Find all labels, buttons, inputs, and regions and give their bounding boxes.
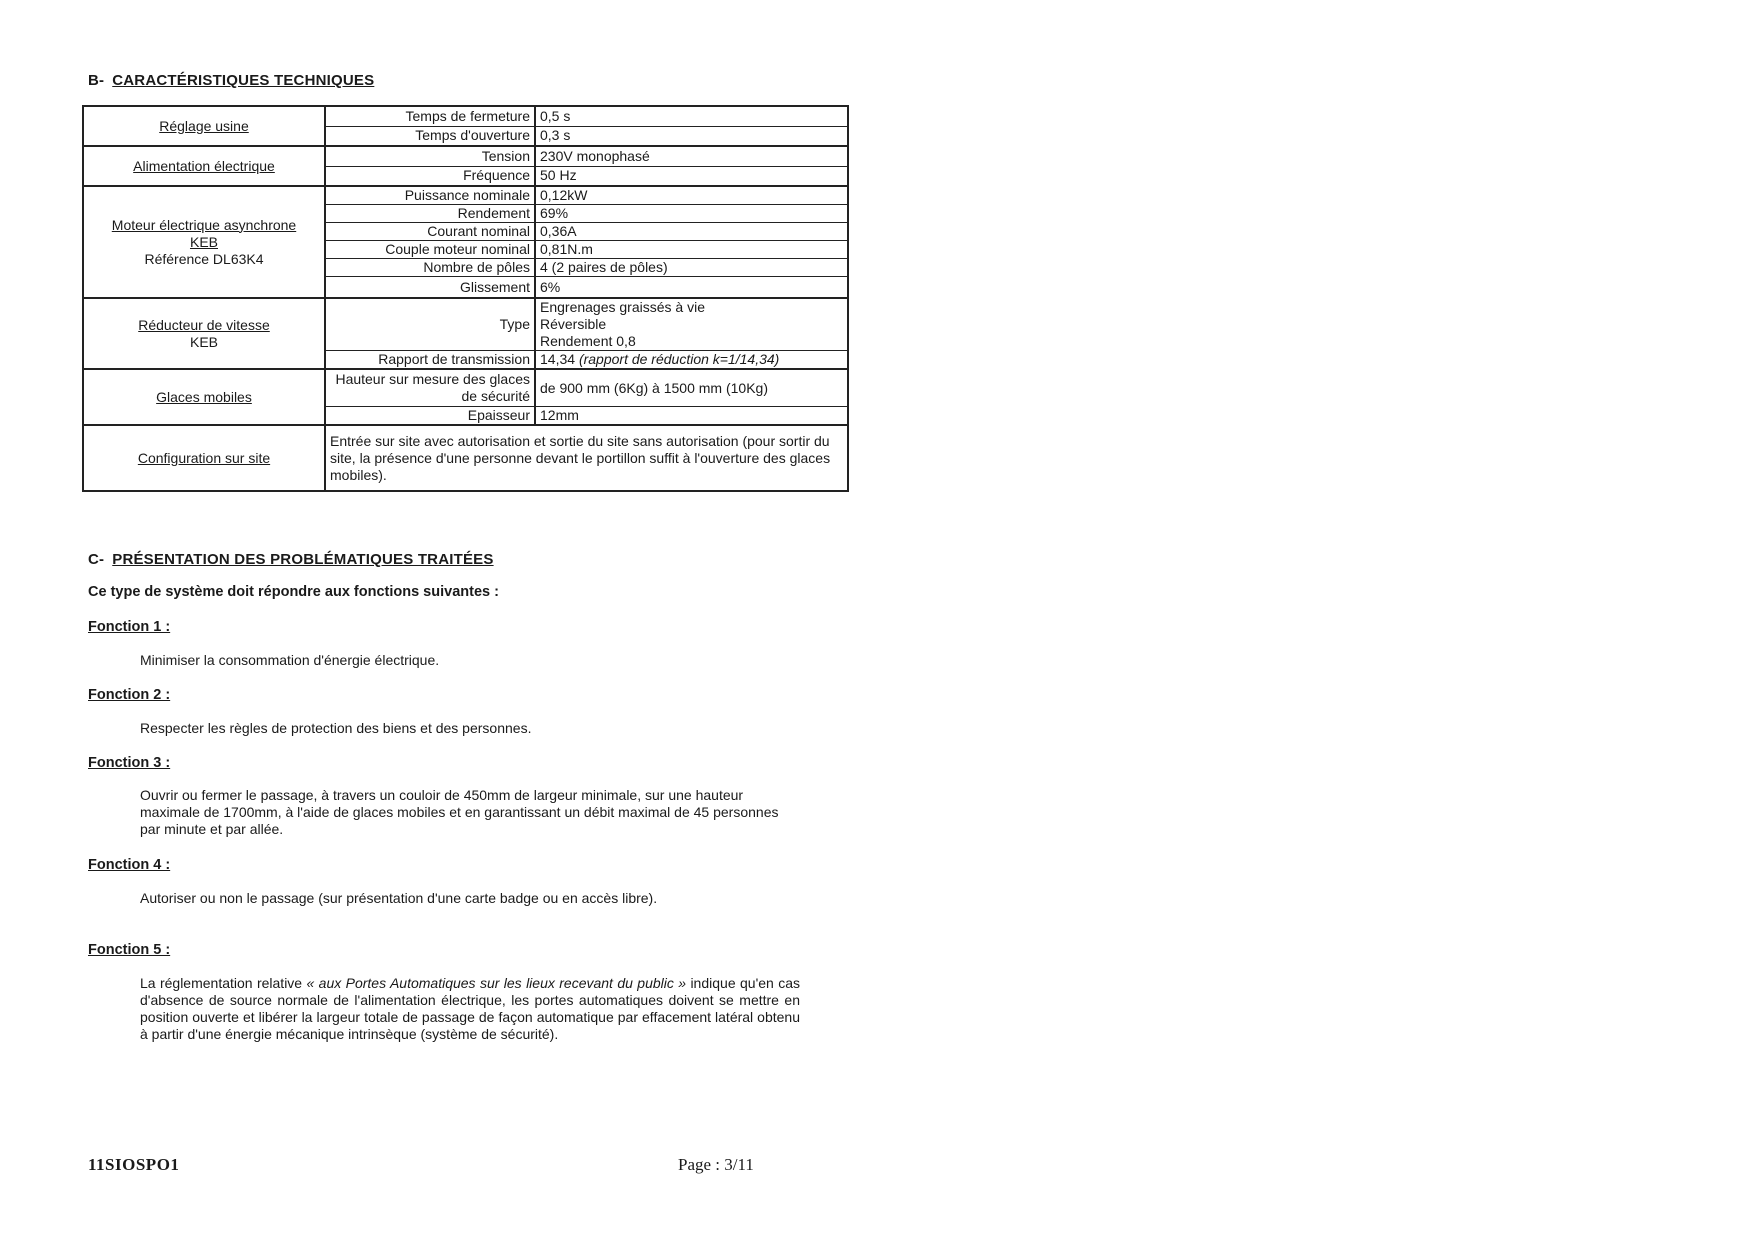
- param-cell: Temps d'ouverture: [325, 126, 535, 146]
- function-5-text: [140, 975, 800, 1043]
- ratio-value: 14,34: [540, 351, 576, 367]
- function-5-text-start: La réglementation relative: [140, 975, 307, 991]
- function-4-title: Fonction 4 :: [88, 857, 171, 873]
- value-cell: 230V monophasé: [535, 146, 848, 166]
- spec-row: [83, 425, 848, 491]
- group-reducteur: [83, 298, 325, 369]
- value-cell: 0,36A: [535, 223, 848, 241]
- section-c-prefix: C-: [88, 551, 105, 568]
- value-cell: [535, 351, 848, 370]
- section-b-heading: [88, 72, 374, 89]
- group-configuration: [83, 425, 325, 491]
- group-alimentation: [83, 146, 325, 186]
- section-c-title: PRÉSENTATION DES PROBLÉMATIQUES TRAITÉES: [112, 551, 494, 568]
- spec-row: [83, 298, 848, 351]
- group-reglage: [83, 106, 325, 146]
- param-cell: Rapport de transmission: [325, 351, 535, 370]
- value-cell: 6%: [535, 277, 848, 299]
- param-cell: Couple moteur nominal: [325, 241, 535, 259]
- param-cell: Tension: [325, 146, 535, 166]
- spec-row: [83, 146, 848, 166]
- group-name: Réducteur de vitesse: [138, 316, 270, 333]
- function-2-title: Fonction 2 :: [88, 687, 171, 703]
- value-cell: 12mm: [535, 407, 848, 426]
- function-2-text: Respecter les règles de protection des biens et des personnes.: [140, 720, 532, 736]
- page-number: Page : 3/11: [678, 1155, 754, 1174]
- group-moteur: [83, 186, 325, 298]
- param-cell: Nombre de pôles: [325, 259, 535, 277]
- param-cell: Glissement: [325, 277, 535, 299]
- function-5-title: Fonction 5 :: [88, 942, 171, 958]
- param-cell: Puissance nominale: [325, 186, 535, 205]
- group-glaces: [83, 369, 325, 425]
- value-cell: 0,5 s: [535, 106, 848, 126]
- value-cell: de 900 mm (6Kg) à 1500 mm (10Kg): [535, 369, 848, 407]
- value-cell: 50 Hz: [535, 166, 848, 186]
- config-value-cell: Entrée sur site avec autorisation et sortie du site sans autorisation (pour sortir du site, la présence d'une personne devant le portillon suffit à l'ouverture des glaces mobiles).: [325, 425, 848, 491]
- function-5-text-end: indique qu'en cas d'absence de source normale de l'alimentation électrique, les portes automatiques doivent se mettre en position ouverte et libérer la largeur totale de passage de façon automatique par effacement latéral obtenu à partir d'une énergie mécanique intrinsèque (système de sécurité).: [140, 975, 800, 1042]
- value-line: Réversible: [540, 316, 607, 332]
- function-1-title: Fonction 1 :: [88, 619, 171, 635]
- function-4-text: Autoriser ou non le passage (sur présentation d'une carte badge ou en accès libre).: [140, 890, 658, 906]
- section-b-title: CARACTÉRISTIQUES TECHNIQUES: [112, 72, 375, 89]
- value-line: Engrenages graissés à vie: [540, 299, 705, 315]
- value-cell: 69%: [535, 205, 848, 223]
- intro-text: Ce type de système doit répondre aux fonctions suivantes :: [88, 584, 499, 600]
- param-cell: Temps de fermeture: [325, 106, 535, 126]
- param-cell: Fréquence: [325, 166, 535, 186]
- section-b-prefix: B-: [88, 72, 105, 89]
- group-reference: Référence DL63K4: [144, 250, 264, 267]
- spec-row: [83, 369, 848, 407]
- group-brand: KEB: [189, 233, 218, 250]
- document-code: 11SIOSPO1: [88, 1155, 180, 1174]
- group-name: Moteur électrique asynchrone: [111, 216, 297, 233]
- param-cell: Courant nominal: [325, 223, 535, 241]
- spec-table: [82, 105, 849, 492]
- function-1-text: Minimiser la consommation d'énergie électrique.: [140, 652, 440, 668]
- value-cell: 0,12kW: [535, 186, 848, 205]
- group-name: Configuration sur site: [137, 449, 271, 466]
- spec-row: [83, 186, 848, 205]
- group-name: Glaces mobiles: [156, 388, 252, 405]
- value-cell: [535, 298, 848, 351]
- param-cell: Epaisseur: [325, 407, 535, 426]
- value-cell: 0,3 s: [535, 126, 848, 146]
- group-brand: KEB: [189, 333, 218, 350]
- function-3-title: Fonction 3 :: [88, 755, 171, 771]
- ratio-note: (rapport de réduction k=1/14,34): [578, 351, 780, 367]
- value-cell: 4 (2 paires de pôles): [535, 259, 848, 277]
- function-5-quote: « aux Portes Automatiques sur les lieux recevant du public »: [306, 975, 687, 991]
- value-line: Rendement 0,8: [540, 333, 636, 349]
- group-name: Alimentation électrique: [133, 157, 275, 174]
- spec-row: [83, 106, 848, 126]
- param-cell: Type: [325, 298, 535, 351]
- value-cell: 0,81N.m: [535, 241, 848, 259]
- param-cell: Rendement: [325, 205, 535, 223]
- function-3-text: Ouvrir ou fermer le passage, à travers un couloir de 450mm de largeur minimale, sur une hauteur maximale de 1700mm, à l'aide de glaces mobiles et en garantissant un débit maximal de 45 personnes par minute et par allée.: [140, 787, 779, 837]
- section-c-heading: [88, 551, 494, 568]
- param-cell: Hauteur sur mesure des glaces de sécurité: [325, 369, 535, 407]
- group-name: Réglage usine: [159, 117, 249, 134]
